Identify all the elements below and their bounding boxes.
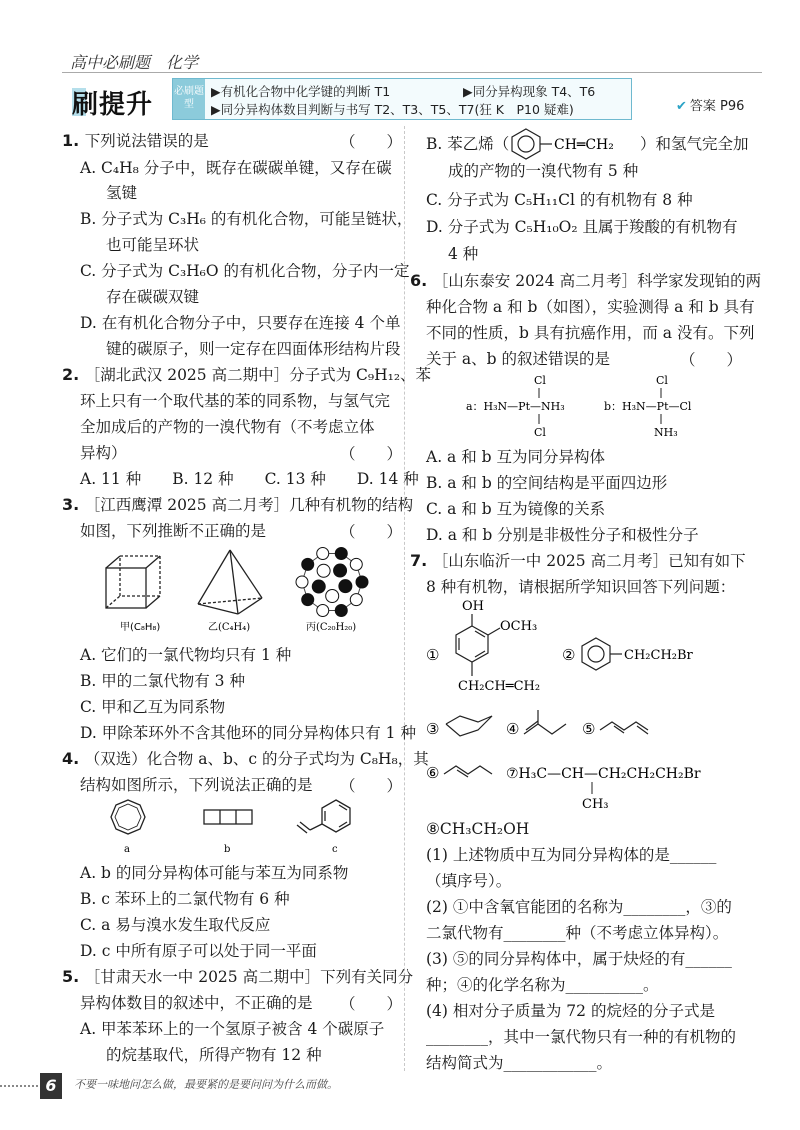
question-number: 5. xyxy=(62,967,85,986)
left-line xyxy=(62,748,429,770)
right-line xyxy=(426,1052,612,1074)
left-line xyxy=(62,130,209,152)
figure-label: a xyxy=(124,844,130,855)
line-text: B. 分子式为 C₃H₆ 的有机化合物，可能呈链状， xyxy=(80,210,413,228)
styrene-figure xyxy=(297,800,350,833)
topic-item: ▶有机化合物中化学键的判断 T1 xyxy=(211,84,391,99)
svg-text:Cl: Cl xyxy=(534,374,546,387)
atom-ball xyxy=(317,605,329,617)
figure-label: b xyxy=(224,844,231,855)
svg-text:b：H₃N—Pt—Cl: b：H₃N—Pt—Cl xyxy=(604,400,692,413)
answer-blank[interactable]: （ ） xyxy=(340,995,403,1013)
left-line xyxy=(80,520,266,542)
figure-label: 丙(C₂₀H₂₀) xyxy=(306,622,357,633)
svg-text:③: ③ xyxy=(426,720,440,738)
cubene-ladder-figure xyxy=(204,810,252,824)
styrene-formula: CH═CH₂ xyxy=(554,137,614,153)
right-line xyxy=(426,1026,736,1048)
right-line xyxy=(426,948,732,970)
line-text: 异构体数目的叙述中，不正确的是 xyxy=(80,994,313,1012)
right-line xyxy=(426,296,755,318)
figure-label: c xyxy=(332,844,338,855)
right-line xyxy=(410,270,761,292)
svg-text:Cl: Cl xyxy=(534,426,546,439)
line-text: 4 种 xyxy=(448,245,479,263)
atom-ball xyxy=(317,564,330,577)
line-text: ）和氢气完全加 xyxy=(640,135,749,153)
line-text: A. b 的同分异构体可能与苯互为同系物 xyxy=(80,864,349,882)
line-text: 也可能呈环状 xyxy=(106,236,200,254)
left-line xyxy=(80,644,291,666)
section-brand: 刷提升 xyxy=(72,90,154,120)
right-line xyxy=(426,133,509,155)
line-text: 不同的性质，b 具有抗癌作用，而 a 没有。下列 xyxy=(426,324,755,342)
right-line xyxy=(426,576,735,598)
line-text: ［山东临沂一中 2025 高二月考］已知有如下 xyxy=(432,552,746,570)
atom-ball xyxy=(350,594,362,606)
atom-ball xyxy=(302,558,314,570)
answer-blank[interactable]: （ ） xyxy=(680,351,743,369)
line-text: 键的碳原子，则一定存在四面体形结构片段 xyxy=(106,340,401,358)
line-text: 如图，下列推断不正确的是 xyxy=(80,522,267,540)
right-line xyxy=(426,896,732,918)
line-text: 结构简式为____________。 xyxy=(426,1054,613,1072)
line-text: (2) ①中含氧官能团的名称为________，③的 xyxy=(426,898,732,916)
left-line xyxy=(80,940,317,962)
line-text: A. C₄H₈ 分子中，既存在碳碳单键，又存在碳 xyxy=(80,159,392,177)
q7-figures xyxy=(426,598,786,814)
svg-text:OH: OH xyxy=(462,599,484,614)
footer-dots xyxy=(0,1085,38,1087)
right-line xyxy=(426,216,738,238)
svg-text:CH₂CH═CH₂: CH₂CH═CH₂ xyxy=(458,679,541,694)
line-text: 二氯代物有________种（不考虑立体异构）。 xyxy=(426,924,729,942)
left-line xyxy=(62,364,431,386)
line-text: ［湖北武汉 2025 高二期中］分子式为 C₉H₁₂、苯 xyxy=(84,366,432,384)
line-text: 环上只有一个取代基的苯的同系物，与氢气完 xyxy=(80,392,391,410)
question-number: 3. xyxy=(62,495,85,514)
line-text: C. a 和 b 互为镜像的关系 xyxy=(426,500,606,518)
line-text: D. 分子式为 C₅H₁₀O₂ 且属于羧酸的有机物有 xyxy=(426,218,738,236)
svg-text:Cl: Cl xyxy=(656,374,668,387)
answer-blank[interactable]: （ ） xyxy=(340,523,403,541)
left-line xyxy=(106,286,199,308)
right-line xyxy=(410,550,746,572)
line-text: 种；④的化学名称为__________。 xyxy=(426,976,659,994)
left-line xyxy=(80,208,412,230)
book-title: 高中必刷题 化学 xyxy=(70,53,199,72)
q6-figures xyxy=(460,372,780,442)
line-text: 结构如图所示，下列说法正确的是 xyxy=(80,776,313,794)
q3-figures xyxy=(80,546,400,642)
line-text: (3) ⑤的同分异构体中，属于炔烃的有______ xyxy=(426,950,732,968)
left-line xyxy=(62,966,413,988)
line-text: C. 分子式为 C₃H₆O 的有机化合物，分子内一定 xyxy=(80,262,410,280)
atom-ball xyxy=(317,547,329,559)
right-line xyxy=(426,472,667,494)
right-line xyxy=(426,322,754,344)
question-number: 6. xyxy=(410,271,433,290)
line-text: 成的产物的一溴代物有 5 种 xyxy=(448,162,639,180)
svg-text:⑦H₃C—CH—CH₂CH₂CH₂Br: ⑦H₃C—CH—CH₂CH₂CH₂Br xyxy=(506,766,701,782)
right-line xyxy=(426,870,511,892)
line-text: D. 在有机化合物分子中，只要存在连接 4 个单 xyxy=(80,314,401,332)
line-text: 种化合物 a 和 b（如图），实验测得 a 和 b 具有 xyxy=(426,298,755,316)
topic-box xyxy=(172,78,632,120)
line-text: ⑧CH₃CH₂OH xyxy=(426,820,530,838)
question-number: 7. xyxy=(410,551,433,570)
line-text: B. a 和 b 的空间结构是平面四边形 xyxy=(426,474,668,492)
atom-ball xyxy=(334,564,347,577)
line-text: A. 甲苯苯环上的一个氢原子被含 4 个碳原子 xyxy=(80,1020,385,1038)
left-line xyxy=(80,774,313,796)
atom-ball xyxy=(335,605,347,617)
diene-5 xyxy=(600,722,648,734)
left-line xyxy=(80,888,290,910)
question-number: 2. xyxy=(62,365,85,384)
left-line xyxy=(106,338,401,360)
line-text: (4) 相对分子质量为 72 的烷烃的分子式是 xyxy=(426,1002,715,1020)
right-line xyxy=(426,446,605,468)
q4-figures xyxy=(100,796,380,858)
left-line xyxy=(80,722,416,744)
right-line xyxy=(426,922,728,944)
left-line xyxy=(80,260,410,282)
svg-text:⑥: ⑥ xyxy=(426,764,440,782)
question-number: 1. xyxy=(62,131,85,150)
left-line xyxy=(80,862,348,884)
svg-text:⑤: ⑤ xyxy=(582,720,596,738)
left-line xyxy=(62,494,413,516)
atom-ball xyxy=(356,576,368,588)
cyclooctatetraene-figure xyxy=(111,800,145,834)
line-text: (1) 上述物质中互为同分异构体的是______ xyxy=(426,846,717,864)
left-line xyxy=(106,1044,322,1066)
atom-ball xyxy=(335,547,347,559)
figure-label: 乙(C₄H₄) xyxy=(208,622,251,633)
right-line xyxy=(426,498,605,520)
alkene-6 xyxy=(444,766,492,777)
right-line xyxy=(448,243,478,265)
line-text: B. 苯乙烯（ xyxy=(426,135,510,153)
check-icon: ✔ xyxy=(676,99,687,114)
svg-text:②: ② xyxy=(562,646,576,664)
styrene-inline xyxy=(504,126,644,160)
right-line xyxy=(640,133,749,155)
right-line xyxy=(426,189,693,211)
atom-ball xyxy=(296,576,308,588)
left-line xyxy=(80,992,313,1014)
svg-text:CH₃: CH₃ xyxy=(582,797,609,812)
line-text: A. 11 种 B. 12 种 C. 13 种 D. 14 种 xyxy=(80,470,419,488)
left-line xyxy=(106,182,137,204)
figure-label: 甲(C₈H₈) xyxy=(120,622,161,633)
atom-ball xyxy=(326,589,339,602)
line-text: 存在碳碳双键 xyxy=(106,288,200,306)
line-text: D. a 和 b 分别是非极性分子和极性分子 xyxy=(426,526,699,544)
left-line xyxy=(80,442,127,464)
answer-blank[interactable]: （ ） xyxy=(340,445,403,463)
atom-ball xyxy=(339,580,352,593)
svg-text:NH₃: NH₃ xyxy=(654,426,678,439)
topic-item: ▶同分异构现象 T4、T6 xyxy=(463,84,596,99)
page-number: 6 xyxy=(40,1073,62,1099)
line-text: ［江西鹰潭 2025 高二月考］几种有机物的结构 xyxy=(84,496,414,514)
svg-text:④: ④ xyxy=(506,720,520,738)
svg-text:a：H₃N—Pt—NH₃: a：H₃N—Pt—NH₃ xyxy=(466,400,565,413)
svg-text:①: ① xyxy=(426,646,440,664)
left-line xyxy=(80,670,245,692)
line-text: （填序号）。 xyxy=(426,872,512,890)
atom-ball xyxy=(350,558,362,570)
line-text: 8 种有机物，请根据所学知识回答下列问题： xyxy=(426,578,736,596)
left-line xyxy=(106,234,199,256)
line-text: C. 分子式为 C₅H₁₁Cl 的有机物有 8 种 xyxy=(426,191,693,209)
line-text: （双选）化合物 a、b、c 的分子式均为 C₈H₈，其 xyxy=(84,750,429,768)
left-line xyxy=(80,416,375,438)
left-line xyxy=(80,157,392,179)
line-text: 氢键 xyxy=(106,184,138,202)
line-text: 下列说法错误的是 xyxy=(84,132,209,150)
answer-reference[interactable]: ✔ 答案 P96 xyxy=(676,99,745,114)
cyclohexane-chair xyxy=(446,716,492,736)
line-text: B. c 苯环上的二氯代物有 6 种 xyxy=(80,890,290,908)
left-line xyxy=(80,390,390,412)
line-text: C. a 易与溴水发生取代反应 xyxy=(80,916,271,934)
right-line xyxy=(426,818,529,840)
line-text: 异构） xyxy=(80,444,127,462)
left-line xyxy=(80,468,419,490)
atom-ball xyxy=(312,580,325,593)
cubane-figure xyxy=(106,556,160,608)
right-line xyxy=(426,524,699,546)
right-line xyxy=(426,844,716,866)
line-text: C. 甲和乙互为同系物 xyxy=(80,698,226,716)
left-line xyxy=(80,914,270,936)
line-text: D. c 中所有原子可以处于同一平面 xyxy=(80,942,317,960)
line-text: B. 甲的二氯代物有 3 种 xyxy=(80,672,245,690)
left-line xyxy=(80,312,400,334)
answer-blank[interactable]: （ ） xyxy=(340,133,403,151)
right-line xyxy=(448,160,638,182)
answer-blank[interactable]: （ ） xyxy=(340,777,403,795)
topic-badge: 必刷题型 xyxy=(173,79,205,119)
tetrahedrane-figure xyxy=(198,550,262,614)
line-text: A. a 和 b 互为同分异构体 xyxy=(426,448,605,466)
line-text: 关于 a、b 的叙述错误的是 xyxy=(426,350,611,368)
svg-text:OCH₃: OCH₃ xyxy=(500,619,538,634)
right-line xyxy=(426,974,659,996)
line-text: 的烷基取代，所得产物有 12 种 xyxy=(106,1046,322,1064)
atom-ball xyxy=(302,594,314,606)
line-text: ［山东泰安 2024 高二月考］科学家发现铂的两 xyxy=(432,272,762,290)
right-line xyxy=(426,348,610,370)
left-line xyxy=(80,696,225,718)
line-text: D. 甲除苯环外不含其他环的同分异构体只有 1 种 xyxy=(80,724,416,742)
right-line xyxy=(426,1000,715,1022)
line-text: ［甘肃天水一中 2025 高二期中］下列有关同分 xyxy=(84,968,414,986)
question-number: 4. xyxy=(62,749,85,768)
line-text: 全加成后的产物的一溴代物有（不考虑立体 xyxy=(80,418,375,436)
topic-item: ▶同分异构体数目判断与书写 T2、T3、T5、T7(狂 K P10 疑难) xyxy=(211,102,574,117)
header-rule xyxy=(62,72,762,73)
left-line xyxy=(80,1018,384,1040)
dodecahedrane-figure xyxy=(296,547,368,616)
line-text: ________，其中一氯代物只有一种的有机物的 xyxy=(426,1028,737,1046)
svg-text:CH₂CH₂Br: CH₂CH₂Br xyxy=(624,648,693,663)
footer-motto: 不要一味地问怎么做，最要紧的是要问问为什么而做。 xyxy=(74,1078,338,1091)
alkene-4 xyxy=(524,710,566,734)
line-text: A. 它们的一氯代物均只有 1 种 xyxy=(80,646,292,664)
